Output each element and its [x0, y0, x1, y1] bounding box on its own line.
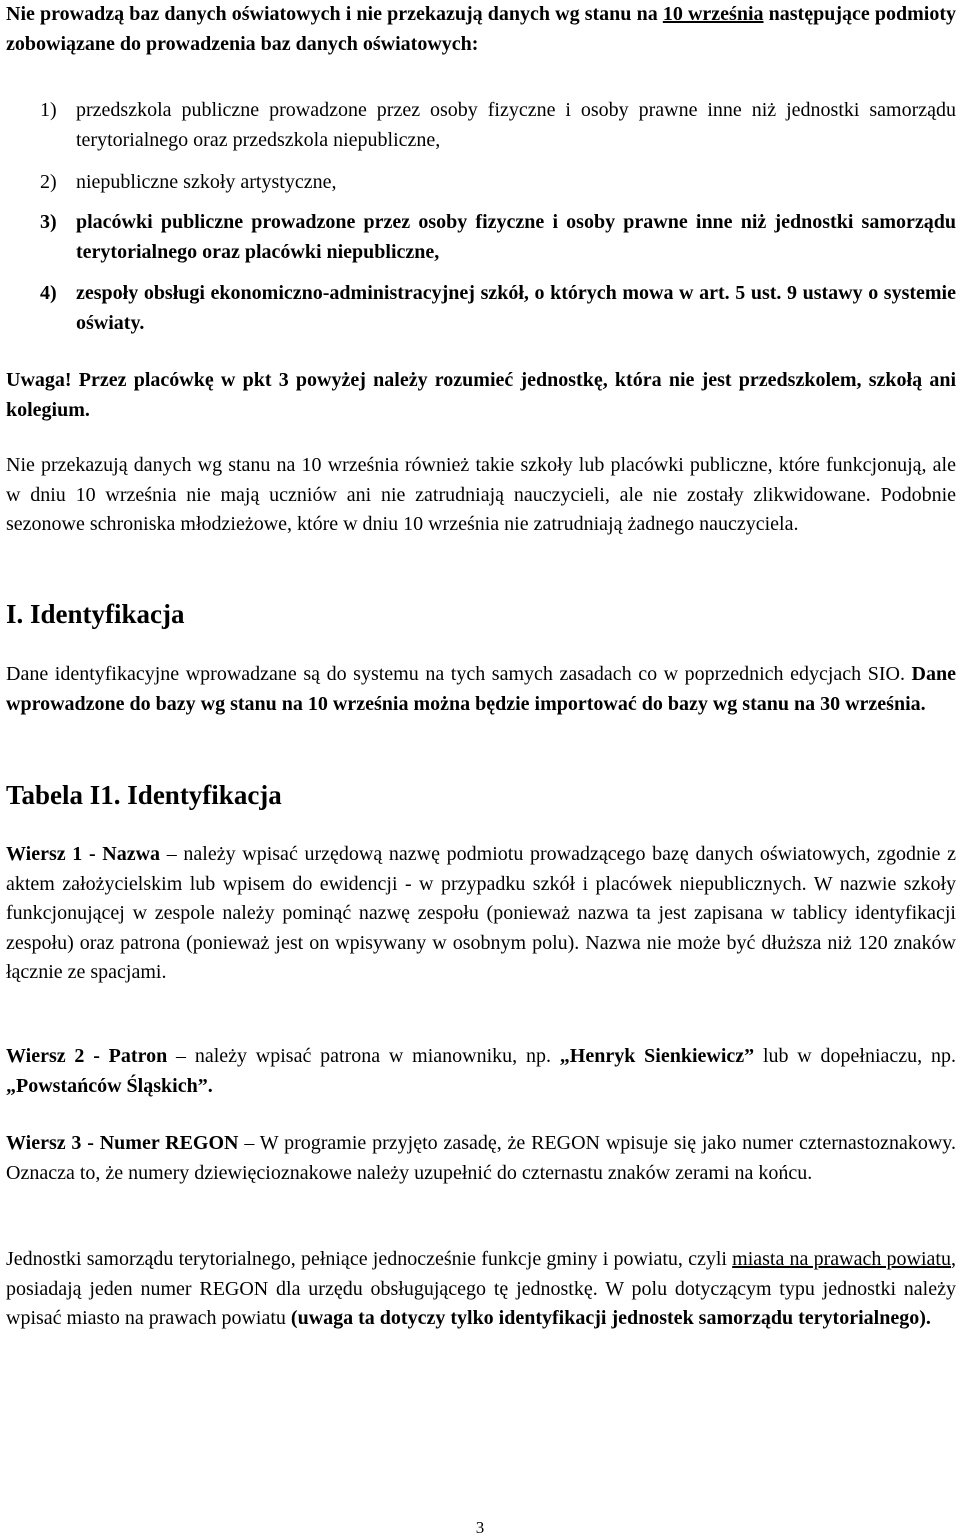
jst-text-1: Jednostki samorządu terytorialnego, pełniące jednocześnie funkcje gminy i powiatu, czyli — [6, 1248, 733, 1270]
section-paragraph — [6, 660, 956, 719]
row2-example-1: „Henryk Sienkiewicz” — [559, 1045, 755, 1067]
jst-link: miasta na prawach powiatu — [732, 1248, 951, 1270]
section-text: Dane identyfikacyjne wprowadzane są do systemu na tych samych zasadach co w poprzednich edycjach SIO. — [6, 663, 912, 685]
no-transfer-paragraph: Nie przekazują danych wg stanu na 10 września również takie szkoły lub placówki publiczne, które funkcjonują, ale w dniu 10 września nie mają uczniów ani nie zatrudniają nauczycieli, ale nie zostały zlikwidowane. Podobnie sezonowe schroniska młodzieżowe, które w dniu 10 września nie zatrudniają żadnego nauczyciela. — [6, 454, 956, 535]
row3-paragraph — [6, 1129, 956, 1188]
list-item — [40, 168, 956, 198]
row2-label: Wiersz 2 - Patron — [6, 1045, 168, 1067]
list-number: 3) — [40, 211, 57, 233]
row2-paragraph — [6, 1042, 956, 1101]
section-heading: I. Identyfikacja — [6, 599, 185, 629]
row1-label: Wiersz 1 - Nazwa — [6, 843, 161, 865]
jst-bold-text: (uwaga ta dotyczy tylko identyfikacji jednostek samorządu terytorialnego). — [290, 1307, 931, 1329]
jst-paragraph — [6, 1245, 956, 1334]
list-number: 2) — [40, 171, 57, 193]
list-text: niepubliczne szkoły artystyczne, — [76, 171, 337, 193]
row2-text-2: lub w dopełniaczu, np. — [754, 1045, 956, 1067]
list-text: przedszkola publiczne prowadzone przez osoby fizyczne i osoby prawne inne niż jednostki samorządu terytorialnego oraz przedszkola niepubliczne, — [76, 99, 956, 151]
section-bold-text: Dane wprowadzone do bazy wg stanu na 10 września można będzie importować do bazy wg stanu na 30 września. — [6, 663, 956, 715]
row2-example-2: „Powstańców Śląskich”. — [6, 1074, 213, 1097]
list-number: 1) — [40, 99, 57, 121]
list-item — [40, 96, 956, 155]
jst-text-2: , posiadają jeden numer REGON dla urzędu obsługującego tę jednostkę. W polu dotyczącym typu jednostki należy wpisać miasto na prawach powiatu — [6, 1248, 956, 1329]
intro-text-1: Nie prowadzą baz danych oświatowych i nie przekazują danych wg stanu na — [6, 3, 663, 25]
row2-text-1: – należy wpisać patrona w mianowniku, np. — [167, 1045, 560, 1067]
row3-label: Wiersz 3 - Numer REGON — [6, 1132, 239, 1154]
row3-text: – W programie przyjęto zasadę, że REGON wpisuje się jako numer czternastoznakowy. Oznacza to, że numery dziewięcioznakowe należy uzupełnić do czternastu znaków zerami na końcu. — [6, 1132, 956, 1184]
table-heading: Tabela I1. Identyfikacja — [6, 780, 282, 810]
list-item — [40, 279, 956, 338]
row1-paragraph — [6, 840, 956, 988]
date-link: 10 września — [662, 3, 764, 25]
note-paragraph: Uwaga! Przez placówkę w pkt 3 powyżej należy rozumieć jednostkę, która nie jest przedszkolem, szkołą ani kolegium. — [6, 369, 956, 421]
list-number: 4) — [40, 282, 57, 304]
list-item — [40, 208, 956, 267]
list-text: zespoły obsługi ekonomiczno-administracyjnej szkół, o których mowa w art. 5 ust. 9 ustawy o systemie oświaty. — [76, 282, 956, 334]
list-text: placówki publiczne prowadzone przez osoby fizyczne i osoby prawne inne niż jednostki samorządu terytorialnego oraz placówki niepubliczne, — [76, 211, 956, 263]
row1-text: – należy wpisać urzędową nazwę podmiotu prowadzącego bazę danych oświatowych, zgodnie z aktem założycielskim lub wpisem do ewidencji - w przypadku szkół i placówek niepublicznych. W nazwie szkoły funkcjonującej w zespole należy pominąć nazwę zespołu (ponieważ nazwa ta jest zapisana w tablicy identyfikacji zespołu) oraz patrona (ponieważ jest on wpisywany w osobnym polu). Nazwa nie może być dłuższa niż 120 znaków łącznie ze spacjami. — [6, 843, 956, 983]
intro-paragraph — [6, 0, 956, 59]
page-number: 3 — [475, 1518, 485, 1537]
intro-text-2: następujące podmioty zobowiązane do prowadzenia baz danych oświatowych: — [6, 3, 956, 55]
